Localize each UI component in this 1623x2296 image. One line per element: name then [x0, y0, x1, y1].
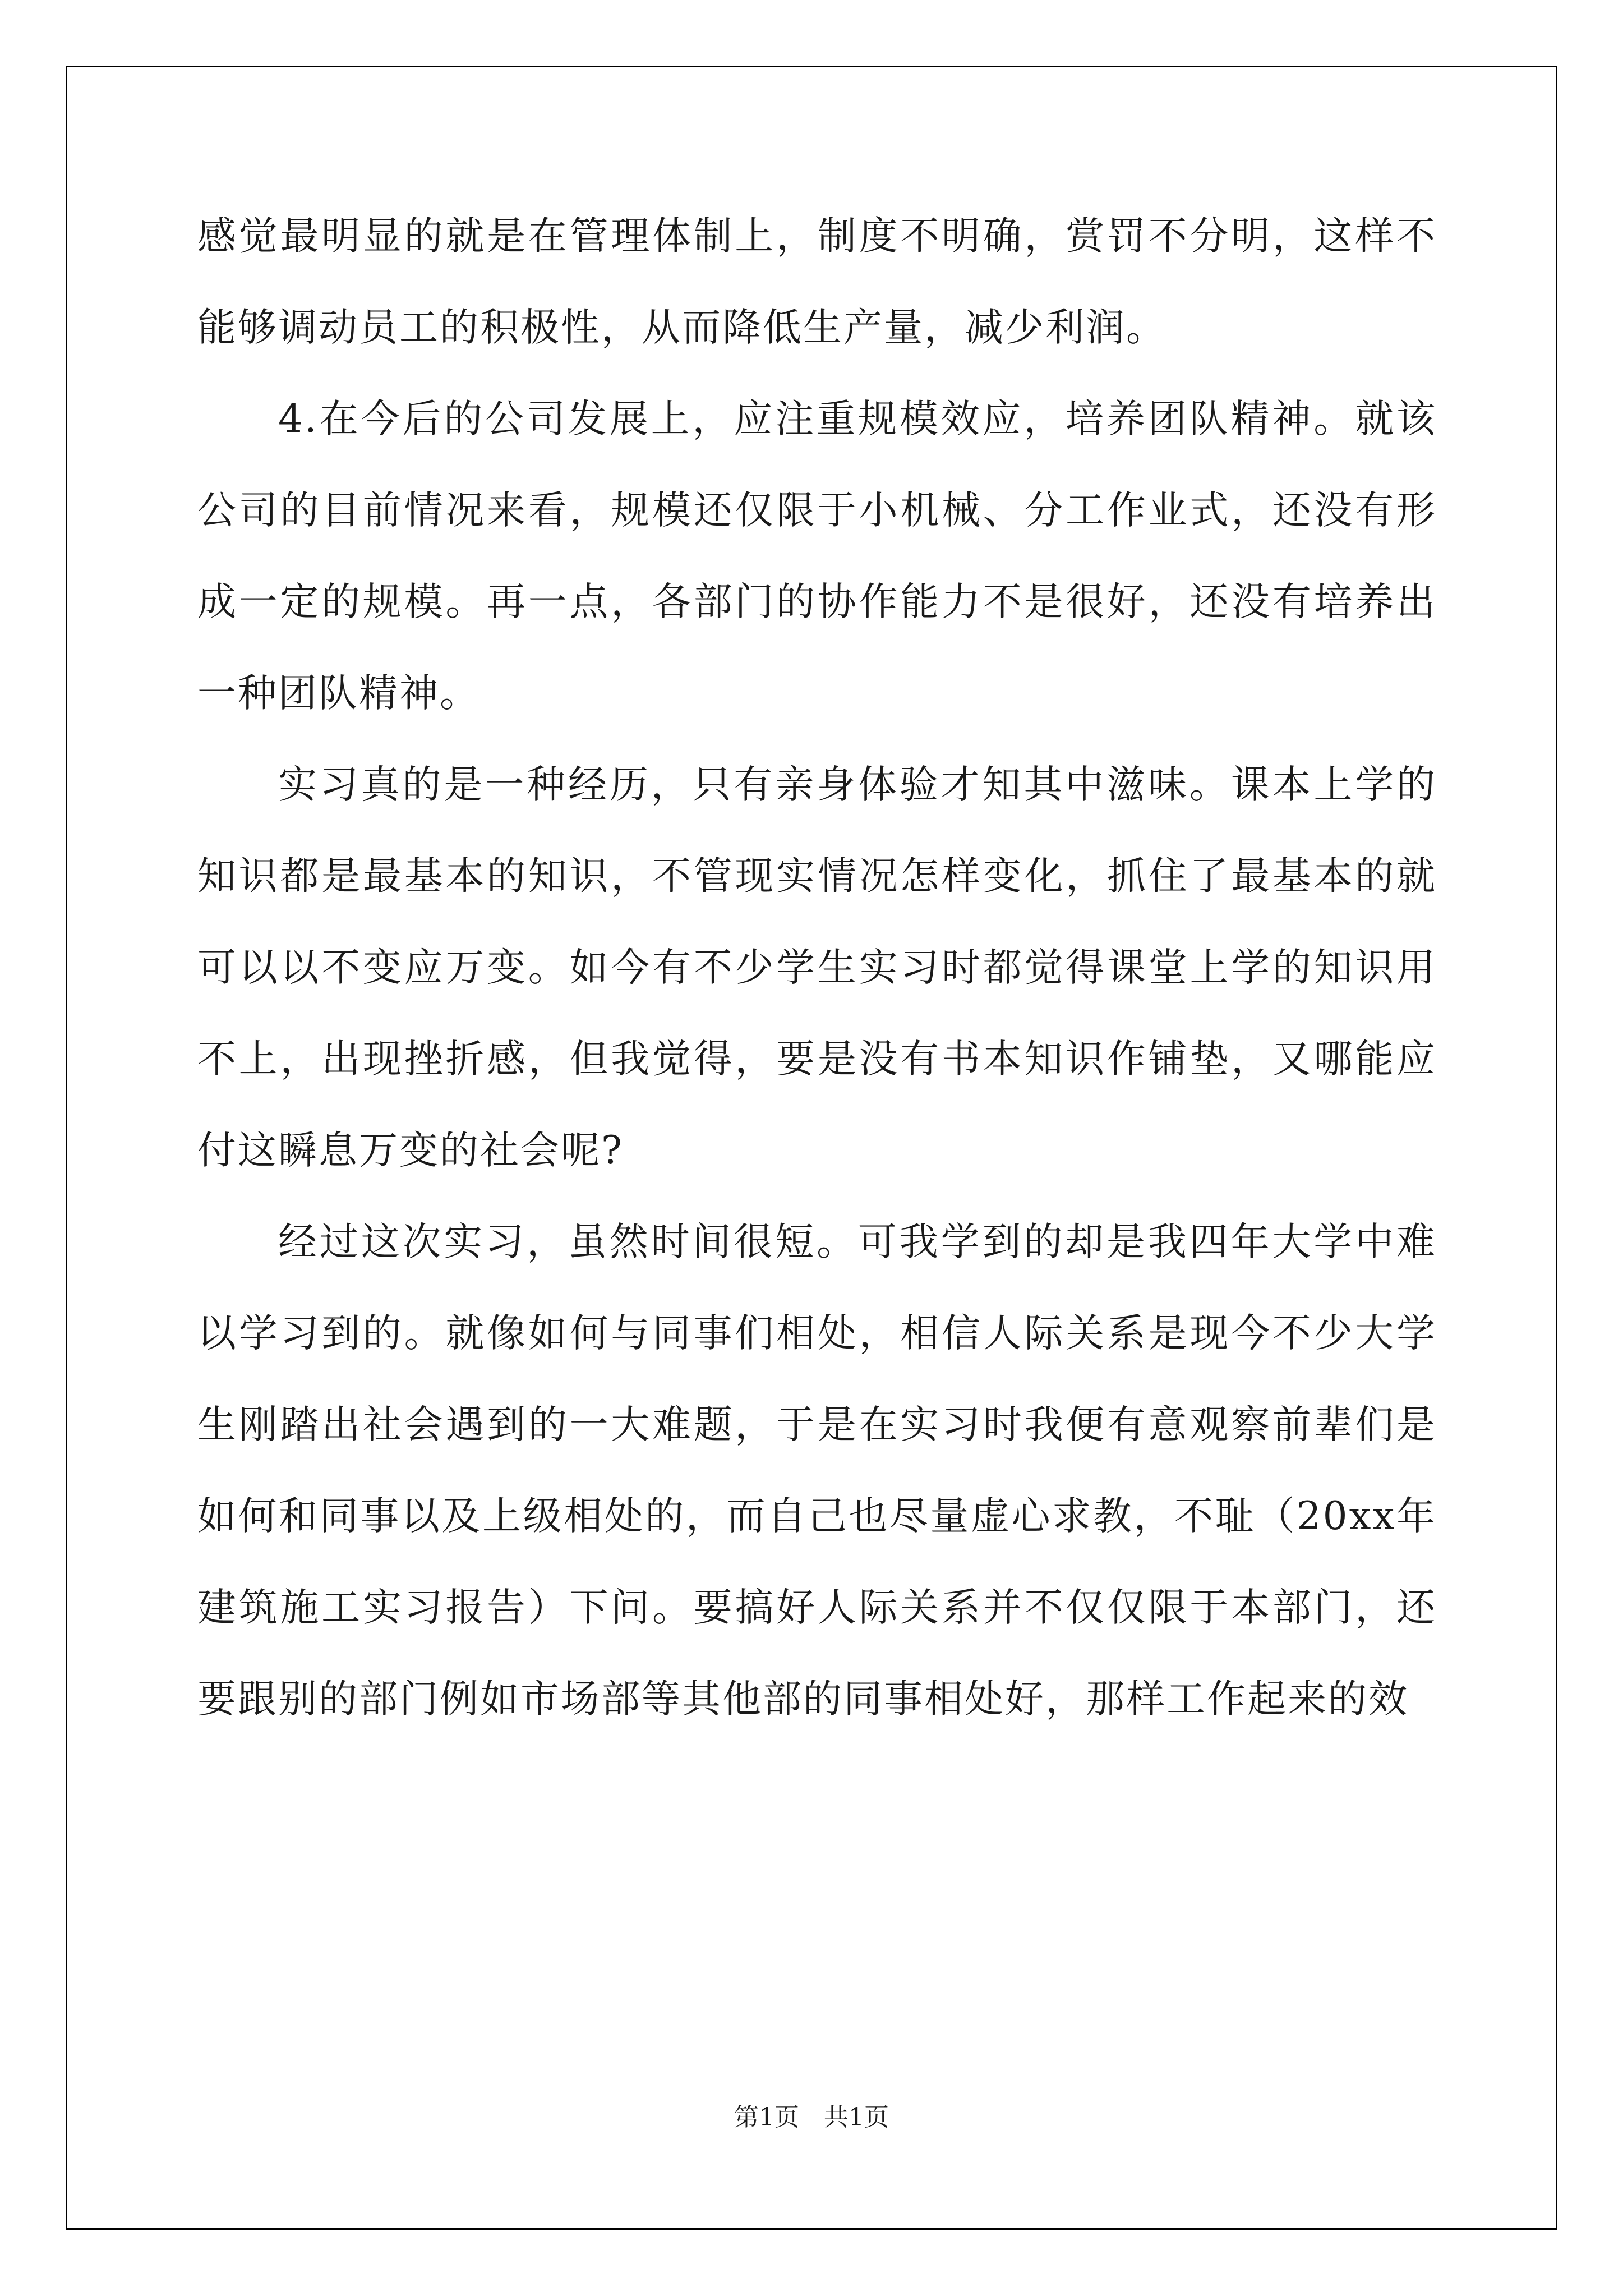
paragraph-1: 感觉最明显的就是在管理体制上，制度不明确，赏罚不分明，这样不能够调动员工的积极性，从而降低生产量，减少利润。: [197, 214, 1437, 350]
paragraph-3: 实习真的是一种经历，只有亲身体验才知其中滋味。课本上学的知识都是最基本的知识，不管现实情况怎样变化，抓住了最基本的就可以以不变应万变。如今有不少学生实习时都觉得课堂上学的知识用不上，出现挫折感，但我觉得，要是没有书本知识作铺垫，又哪能应付这瞬息万变的社会呢?: [197, 762, 1437, 1173]
document-body: [197, 191, 1437, 1745]
paragraph-2: 4.在今后的公司发展上，应注重规模效应，培养团队精神。就该公司的目前情况来看，规模还仅限于小机械、分工作业式，还没有形成一定的规模。再一点，各部门的协作能力不是很好，还没有培养出一种团队精神。: [197, 397, 1437, 716]
page-number-footer: 第1页 共1页: [734, 2103, 889, 2132]
paragraph-4: 经过这次实习，虽然时间很短。可我学到的却是我四年大学中难以学习到的。就像如何与同事们相处，相信人际关系是现今不少大学生刚踏出社会遇到的一大难题，于是在实习时我便有意观察前辈们是如何和同事以及上级相处的，而自己也尽量虚心求教，不耻（20xx年建筑施工实习报告）下问。要搞好人际关系并不仅仅限于本部门，还要跟别的部门例如市场部等其他部的同事相处好，那样工作起来的效: [197, 1220, 1437, 1722]
